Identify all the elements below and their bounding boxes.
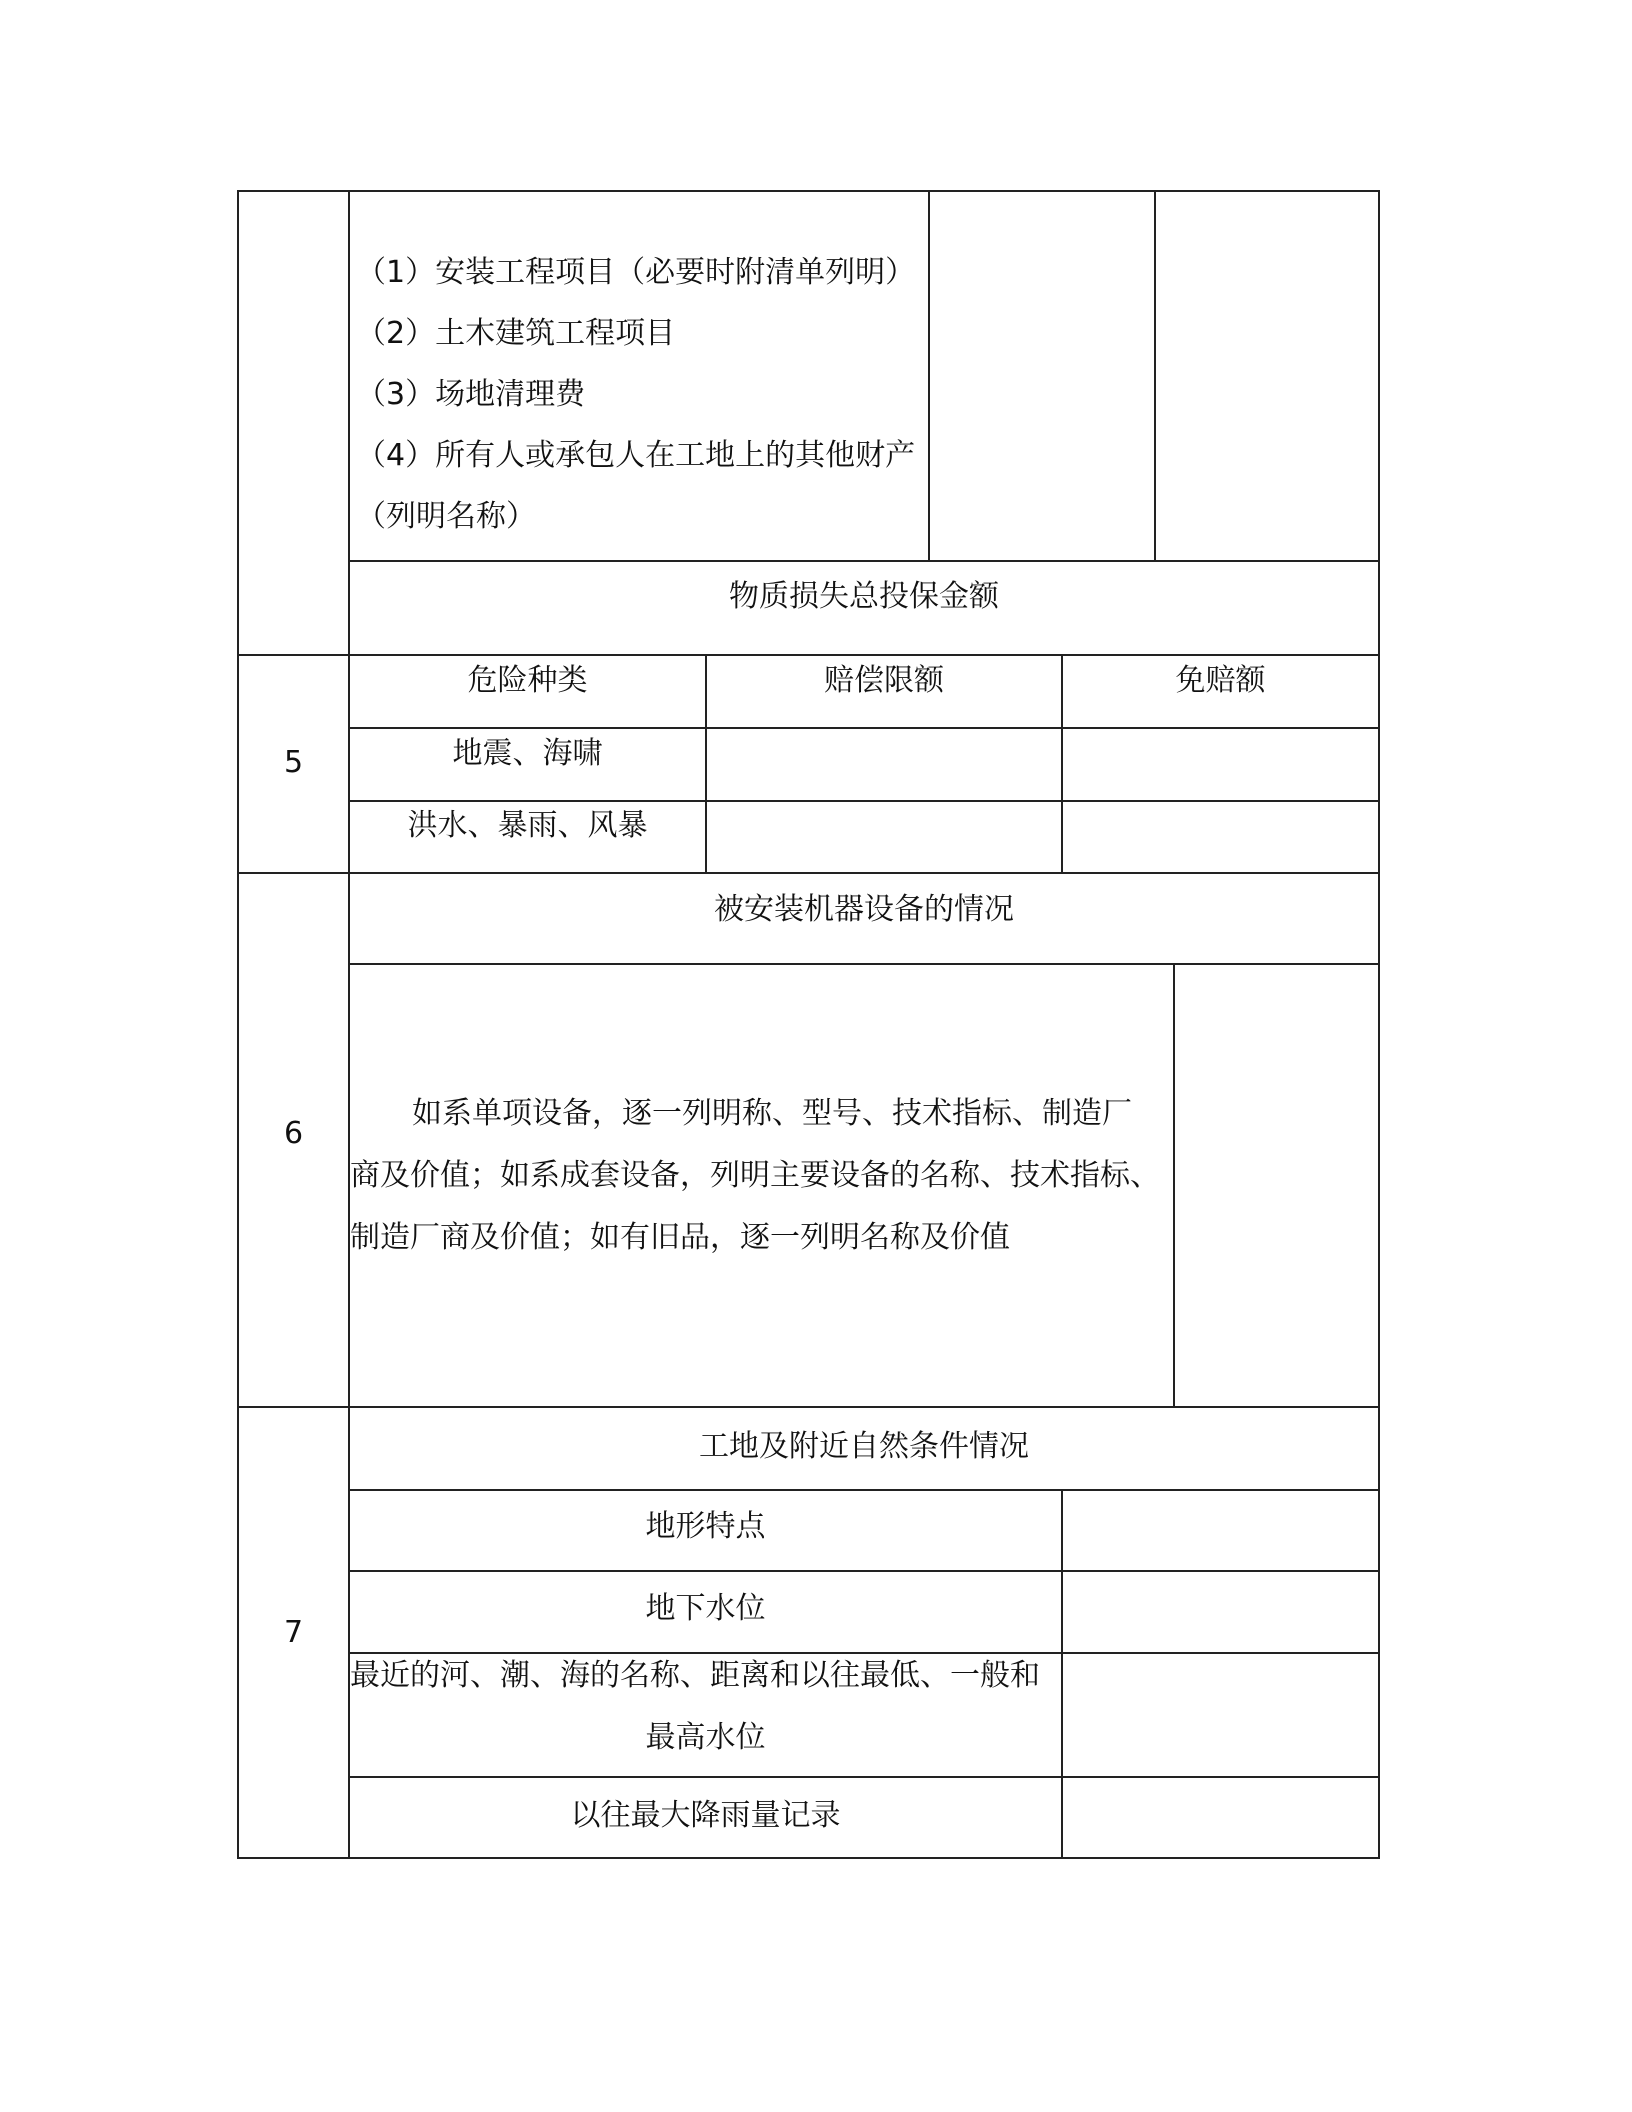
insured-item-1: （1）安装工程项目（必要时附清单列明）	[356, 255, 916, 290]
table-border-right	[1378, 190, 1380, 1859]
header-risk-type: 危险种类	[467, 663, 588, 698]
natural-conditions-title: 工地及附近自然条件情况	[699, 1429, 1029, 1464]
divider	[348, 1652, 1380, 1654]
terrain-features-label: 地形特点	[645, 1509, 766, 1544]
section-divider	[237, 1406, 1380, 1408]
machinery-instruction-line-3: 制造厂商及价值；如有旧品，逐一列明名称及价值	[350, 1220, 1010, 1255]
section-number-6: 6	[283, 1116, 304, 1151]
divider	[928, 190, 930, 561]
risk-flood-rainstorm-windstorm: 洪水、暴雨、风暴	[407, 808, 648, 843]
header-compensation-limit: 赔偿限额	[824, 663, 944, 698]
divider	[348, 1776, 1380, 1778]
divider	[348, 560, 1380, 562]
divider	[348, 1570, 1380, 1572]
header-deductible: 免赔额	[1175, 663, 1266, 698]
risk-earthquake-tsunami: 地震、海啸	[452, 736, 603, 771]
divider	[1173, 963, 1175, 1407]
table-border-left	[237, 190, 239, 1859]
table-border-top	[237, 190, 1380, 192]
section-number-7: 7	[283, 1615, 304, 1650]
divider	[348, 800, 1380, 802]
divider	[348, 1489, 1380, 1491]
nearest-water-body-label: 最近的河、潮、海的名称、距离和以往最低、一般和	[350, 1658, 1040, 1693]
total-insured-amount-label: 物质损失总投保金额	[729, 579, 999, 614]
table-border-bottom	[237, 1857, 1380, 1859]
section-divider	[237, 654, 1380, 656]
insured-item-2: （2）土木建筑工程项目	[356, 316, 676, 351]
nearest-water-body-label-cont: 最高水位	[645, 1720, 766, 1755]
insured-item-3: （3）场地清理费	[356, 377, 586, 412]
divider	[348, 963, 1380, 965]
insured-item-4: （4）所有人或承包人在工地上的其他财产	[356, 438, 916, 473]
divider	[1061, 1489, 1063, 1858]
divider	[348, 727, 1380, 729]
machinery-instruction-line-2: 商及价值；如系成套设备，列明主要设备的名称、技术指标、	[350, 1158, 1160, 1193]
section-divider	[237, 872, 1380, 874]
insured-item-4-note: （列明名称）	[356, 499, 536, 534]
divider	[1154, 190, 1156, 561]
machinery-section-title: 被安装机器设备的情况	[714, 892, 1014, 927]
groundwater-level-label: 地下水位	[645, 1591, 766, 1626]
section-number-5: 5	[283, 745, 304, 780]
machinery-instruction-line-1: 如系单项设备，逐一列明称、型号、技术指标、制造厂	[412, 1096, 1132, 1131]
max-rainfall-record-label: 以往最大降雨量记录	[570, 1798, 841, 1833]
